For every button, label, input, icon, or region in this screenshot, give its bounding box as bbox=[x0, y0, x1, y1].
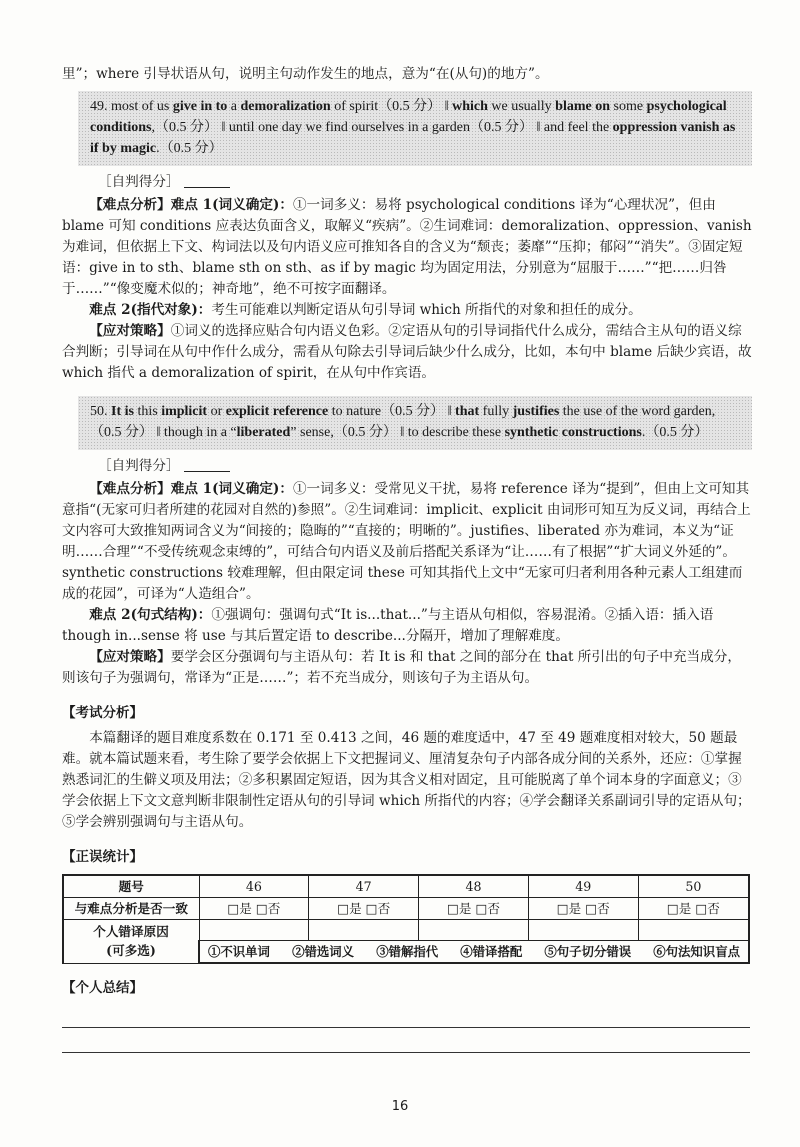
page-content bbox=[62, 64, 752, 1053]
sentence-segment: .（0.5 分） bbox=[156, 141, 223, 156]
sentence-segment: fully bbox=[479, 404, 513, 419]
error-cause-input[interactable] bbox=[638, 920, 749, 941]
key-phrase: synthetic constructions bbox=[504, 425, 642, 440]
sentence-segment: .（0.5 分） bbox=[641, 425, 709, 440]
sentence-segment: a bbox=[227, 99, 241, 114]
strategy-head: 【应对策略】 bbox=[89, 649, 171, 665]
row-label-consistency: 与难点分析是否一致 bbox=[63, 898, 199, 920]
sentence-segment: some bbox=[610, 99, 647, 114]
key-phrase: psychological conditions bbox=[90, 99, 727, 135]
table-row bbox=[63, 898, 749, 920]
analysis-49-strategy bbox=[62, 321, 752, 384]
analysis-50-difficulty-2 bbox=[62, 605, 752, 647]
analysis-body: 考生可能难以判断定语从句引导词 which 所指代的对象和担任的成分。 bbox=[211, 302, 642, 318]
analysis-body: ①强调句：强调句式“It is...that...”与主语从句相似，容易混淆。②插入语：插入语 though in...sense 将 use 与其后置定语 to describe...分隔开，增加了理解难度。 bbox=[62, 607, 714, 644]
yes-no-checkbox-cell[interactable]: □是 □否 bbox=[309, 898, 419, 920]
sentence-segment: we usually bbox=[487, 99, 556, 114]
self-score-label: ［自判得分］ bbox=[98, 458, 180, 474]
error-cause-sublabel: (可多选) bbox=[106, 943, 156, 959]
stats-title: 【正误统计】 bbox=[62, 849, 143, 865]
error-cause-input[interactable] bbox=[199, 920, 309, 941]
key-phrase: oppression vanish as if by magic bbox=[90, 120, 736, 156]
summary-title: 【个人总结】 bbox=[62, 980, 143, 996]
yes-no-checkbox-cell[interactable]: □是 □否 bbox=[638, 898, 749, 920]
question-number-cell: 50 bbox=[638, 875, 749, 898]
yes-no-checkbox-cell[interactable]: □是 □否 bbox=[199, 898, 309, 920]
key-phrase: explicit reference bbox=[225, 404, 329, 419]
exam-analysis-body: 本篇翻译的题目难度系数在 0.171 至 0.413 之间，46 题的难度适中，47 至 49 题难度相对较大，50 题最难。就本篇试题来看，考生除了要学会依据上下文把握词义、厘清复杂句子内部各成分间的关系外，还应：①掌握熟悉词汇的生僻义项及用法；②多积累固定短语，因为其含义相对固定，且可能脱离了单个词本身的字面意义；③学会依据上下文文意判断非限制性定语从句的引导词 which 所指代的内容；④学会翻译关系副词引导的定语从句；⑤学会辨别强调句与主语从句。 bbox=[62, 730, 751, 830]
key-phrase: justifies bbox=[512, 404, 560, 419]
summary-writing-line[interactable] bbox=[62, 1003, 750, 1028]
analysis-50-difficulty-1 bbox=[62, 479, 752, 605]
page-number: 16 bbox=[391, 1099, 409, 1114]
table-row bbox=[63, 920, 749, 941]
analysis-head: 难点 2(句式结构)： bbox=[89, 607, 212, 623]
key-phrase: liberated bbox=[236, 425, 291, 440]
error-cause-input[interactable] bbox=[528, 920, 638, 941]
error-stats-table bbox=[62, 874, 750, 964]
analysis-50-strategy bbox=[62, 647, 752, 689]
row-label-question-number: 题号 bbox=[63, 875, 199, 898]
cause-option: ⑤句子切分错误 bbox=[544, 944, 632, 959]
sentence-segment: this bbox=[133, 404, 162, 419]
analysis-body: ①一词多义：受常见义干扰，易将 reference 译为“提到”，但由上文可知其意指“(无家可归者所建的花园对自然的)参照”。②生词难词：implicit、explicit 由词形可知互为反义词，再结合上文内容可大致推知两词含义为“间接的；隐晦的”“直接的；明晰的”。justifies、liberated 亦为难词，本义为“证明……合理”“不受传统观念束缚的”，可结合句内语义及前后搭配关系译为“让……有了根据”“扩大词义外延的”。synthetic constructions 较难理解，但由限定词 these 可知其指代上文中“无家可归者利用各种元素人工组建而成的花园”，可译为“人造组合”。 bbox=[62, 481, 751, 602]
question-number-cell: 48 bbox=[419, 875, 529, 898]
analysis-head: 难点 2(指代对象)： bbox=[89, 302, 212, 318]
cause-option: ⑥句法知识盲点 bbox=[653, 944, 740, 959]
self-score-50 bbox=[98, 456, 752, 477]
row-label-error-cause bbox=[63, 920, 199, 964]
question-49-box bbox=[78, 91, 752, 166]
cause-option: ②错选词义 bbox=[292, 944, 355, 959]
strategy-head: 【应对策略】 bbox=[89, 323, 171, 339]
key-phrase: that bbox=[455, 404, 480, 419]
question-50-box bbox=[78, 396, 752, 450]
key-phrase: give in to bbox=[172, 99, 228, 114]
sentence-segment: ” sense,（0.5 分） ‖ to describe these bbox=[290, 425, 505, 440]
sentence-segment: the use of the word garden,（0.5 分） ‖ though in a “ bbox=[90, 404, 716, 440]
analysis-49-difficulty-1 bbox=[62, 195, 752, 300]
yes-no-checkbox-cell[interactable]: □是 □否 bbox=[528, 898, 638, 920]
question-number-cell: 49 bbox=[528, 875, 638, 898]
sentence-segment: of spirit（0.5 分） ‖ bbox=[330, 99, 453, 114]
analysis-49-difficulty-2 bbox=[62, 300, 752, 321]
analysis-head: 【难点分析】难点 1(词义确定)： bbox=[89, 197, 293, 213]
sentence-segment: or bbox=[207, 404, 226, 419]
cause-option: ④错译搭配 bbox=[460, 944, 523, 959]
error-cause-label: 个人错译原因 bbox=[93, 924, 169, 940]
strategy-body: 要学会区分强调句与主语从句：若 It is 和 that 之间的部分在 that 所引出的句子中充当成分，则该句子为强调句，常译为“正是……”；若不充当成分，则该句子为主语从句。 bbox=[62, 649, 741, 686]
sentence-segment: 50. bbox=[90, 404, 111, 419]
exam-analysis-title: 【考试分析】 bbox=[62, 705, 143, 721]
sentence-segment: to nature（0.5 分） ‖ bbox=[328, 404, 456, 419]
self-score-49 bbox=[98, 172, 752, 193]
key-phrase: which bbox=[452, 99, 488, 114]
cause-option: ③错解指代 bbox=[376, 944, 439, 959]
key-phrase: implicit bbox=[161, 404, 208, 419]
self-score-label: ［自判得分］ bbox=[98, 174, 180, 190]
cause-option: ①不识单词 bbox=[208, 944, 270, 959]
summary-writing-line[interactable] bbox=[62, 1028, 750, 1053]
intro-line: 里”；where 引导状语从句，说明主句动作发生的地点，意为“在(从句)的地方”。 bbox=[62, 66, 549, 82]
key-phrase: demoralization bbox=[240, 99, 331, 114]
key-phrase: blame on bbox=[555, 99, 611, 114]
sentence-segment: ,（0.5 分） ‖ until one day we find ourselves in a garden（0.5 分） ‖ and feel the bbox=[151, 120, 613, 135]
analysis-body: ①一词多义：易将 psychological conditions 译为“心理状况”，但由 blame 可知 conditions 应表达负面含义，取解义“疾病”。②生词难词：demoralization、oppression、vanish 为难词，但依据上下文、构词法以及句内语义应可推知各自的含义为“颓丧；萎靡”“压抑；郁闷”“消失”。③固定短语：give in to sth、blame sth on sth、as if by magic 均为固定用法，分别意为“屈服于……”“把……归咎于……”“像变魔术似的；神奇地”，绝不可按字面翻译。 bbox=[62, 197, 752, 297]
sentence-segment: 49. most of us bbox=[90, 99, 173, 114]
table-row bbox=[63, 875, 749, 898]
strategy-body: ①词义的选择应贴合句内语义色彩。②定语从句的引导词指代什么成分，需结合主从句的语义综合判断；引导词在从句中作什么成分，需看从句除去引导词后缺少什么成分，比如，本句中 blame 后缺少宾语，故 which 指代 a demoralization of spirit，在从句中作宾语。 bbox=[62, 323, 752, 381]
key-phrase: It is bbox=[111, 404, 134, 419]
self-score-blank-50[interactable] bbox=[184, 457, 230, 472]
analysis-head: 【难点分析】难点 1(词义确定)： bbox=[89, 481, 293, 497]
error-cause-input[interactable] bbox=[419, 920, 529, 941]
yes-no-checkbox-cell[interactable]: □是 □否 bbox=[419, 898, 529, 920]
error-cause-input[interactable] bbox=[309, 920, 419, 941]
question-number-cell: 46 bbox=[199, 875, 309, 898]
self-score-blank-49[interactable] bbox=[184, 173, 230, 188]
question-number-cell: 47 bbox=[309, 875, 419, 898]
error-cause-options bbox=[199, 941, 749, 964]
